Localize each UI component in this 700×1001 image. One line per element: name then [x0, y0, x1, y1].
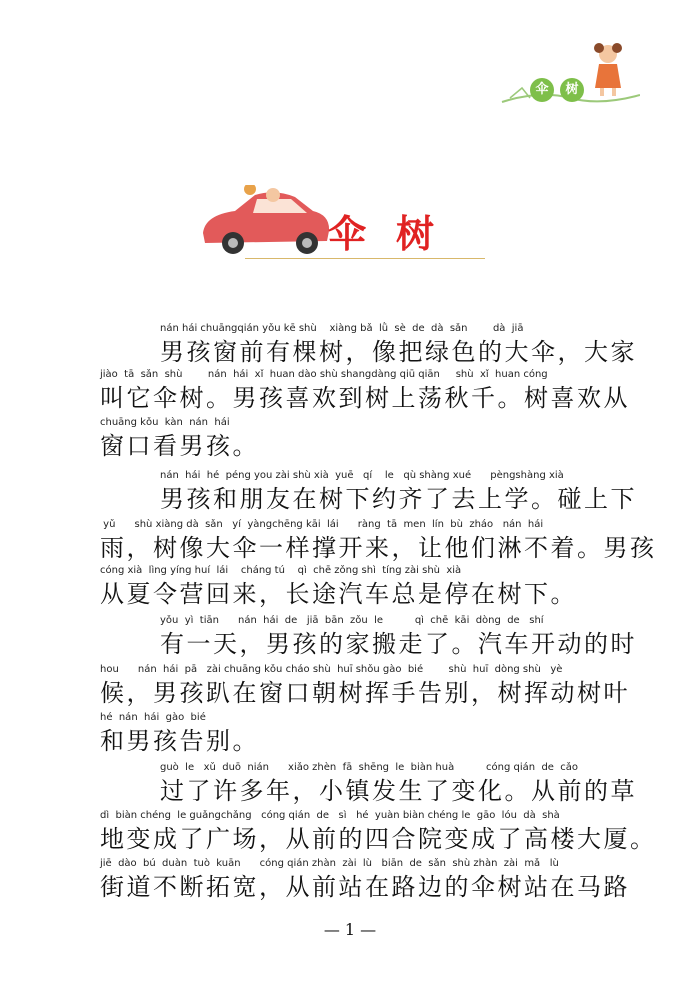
pinyin-line: hé nán hái gào bié: [100, 712, 206, 723]
pinyin-line: dì biàn chéng le guǎngchǎng cóng qián de sì hé yuàn biàn chéng le gāo lóu dà shà: [100, 810, 560, 821]
car-illustration: [195, 185, 335, 260]
hanzi-line: 有一天，男孩的家搬走了。汽车开动的时: [160, 630, 637, 658]
pinyin-line: jiào tā sǎn shù nán hái xǐ huan dào shù shangdàng qiū qiān shù xǐ huan cóng: [100, 369, 548, 380]
hanzi-line: 地变成了广场，从前的四合院变成了高楼大厦。: [100, 825, 657, 853]
pinyin-line: yǒu yì tiān nán hái de jiā bān zǒu le qì chē kāi dòng de shí: [160, 615, 544, 626]
text-line: [100, 416, 630, 460]
text-line: [100, 368, 630, 412]
pinyin-line: nán hái hé péng you zài shù xià yuē qí le qù shàng xué pèngshàng xià: [160, 470, 564, 481]
text-line: [100, 663, 630, 707]
hanzi-line: 候，男孩趴在窗口朝树挥手告别，树挥动树叶: [100, 679, 630, 707]
hanzi-line: 窗口看男孩。: [100, 432, 259, 460]
text-line: [100, 564, 630, 608]
hanzi-line: 叫它伞树。男孩喜欢到树上荡秋千。树喜欢从: [100, 384, 630, 412]
badge-char-1: 伞: [530, 78, 554, 102]
text-line: [100, 518, 657, 562]
pinyin-line: yǔ shù xiàng dà sǎn yí yàngchēng kāi lái ràng tā men lín bù zháo nán hái: [100, 519, 544, 530]
header-badge: [500, 40, 640, 110]
hanzi-line: 和男孩告别。: [100, 727, 259, 755]
page-number: — 1 —: [323, 920, 377, 939]
hanzi-line: 男孩和朋友在树下约齐了去上学。碰上下: [160, 485, 637, 513]
pinyin-line: nán hái chuāngqián yǒu kē shù xiàng bǎ lǜ sè de dà sǎn dà jiā: [160, 323, 524, 334]
hanzi-line: 从夏令营回来，长途汽车总是停在树下。: [100, 580, 577, 608]
page-title: 伞树: [328, 212, 465, 256]
pinyin-line: hou nán hái pā zài chuāng kǒu cháo shù huī shǒu gào bié shù huī dòng shù yè: [100, 664, 563, 675]
text-line: [100, 857, 630, 901]
girl-illustration: [588, 40, 628, 100]
pinyin-line: guò le xǔ duō nián xiǎo zhèn fā shēng le biàn huà cóng qián de cǎo: [160, 762, 579, 773]
text-line: [100, 469, 637, 513]
text-line: [100, 761, 637, 805]
text-line: [100, 614, 637, 658]
title-area: [195, 185, 495, 265]
text-line: [100, 711, 630, 755]
hanzi-line: 过了许多年，小镇发生了变化。从前的草: [160, 777, 637, 805]
text-line: [100, 322, 637, 366]
title-underline: [245, 258, 485, 259]
pinyin-line: cóng xià lìng yíng huí lái cháng tú qì chē zǒng shì tíng zài shù xià: [100, 565, 462, 576]
pinyin-line: jiē dào bú duàn tuò kuān cóng qián zhàn zài lù biān de sǎn shù zhàn zài mǎ lù: [100, 858, 559, 869]
hanzi-line: 雨，树像大伞一样撑开来，让他们淋不着。男孩: [100, 534, 657, 562]
pinyin-line: chuāng kǒu kàn nán hái: [100, 417, 230, 428]
text-line: [100, 809, 657, 853]
hanzi-line: 男孩窗前有棵树，像把绿色的大伞，大家: [160, 338, 637, 366]
hanzi-line: 街道不断拓宽，从前站在路边的伞树站在马路: [100, 873, 630, 901]
badge-char-2: 树: [560, 78, 584, 102]
